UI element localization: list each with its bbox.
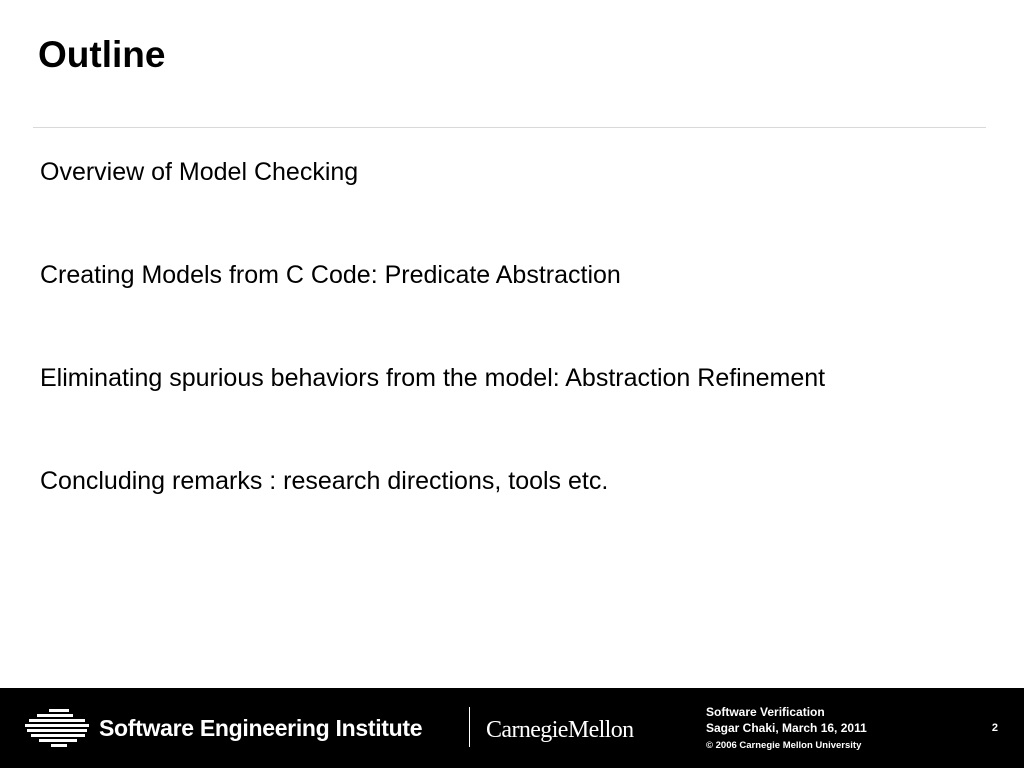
footer-divider (469, 707, 470, 747)
university-logo: CarnegieMellon (486, 717, 634, 743)
outline-item: Concluding remarks : research directions, tools etc. (40, 467, 609, 495)
outline-item: Overview of Model Checking (40, 158, 359, 186)
sei-globe-lines-icon (25, 707, 91, 749)
slide-title: Outline (38, 34, 166, 75)
outline-item: Creating Models from C Code: Predicate Abstraction (40, 261, 621, 289)
page-number: 2 (991, 722, 998, 734)
presenter-date: Sagar Chaki, March 16, 2011 (706, 721, 867, 735)
title-divider (33, 127, 986, 128)
slide-footer (0, 688, 1024, 768)
outline-item: Eliminating spurious behaviors from the model: Abstraction Refinement (40, 364, 826, 392)
institute-name: Software Engineering Institute (99, 715, 423, 741)
copyright: © 2006 Carnegie Mellon University (706, 740, 862, 751)
course-title: Software Verification (706, 705, 825, 719)
outline-list (40, 150, 825, 562)
